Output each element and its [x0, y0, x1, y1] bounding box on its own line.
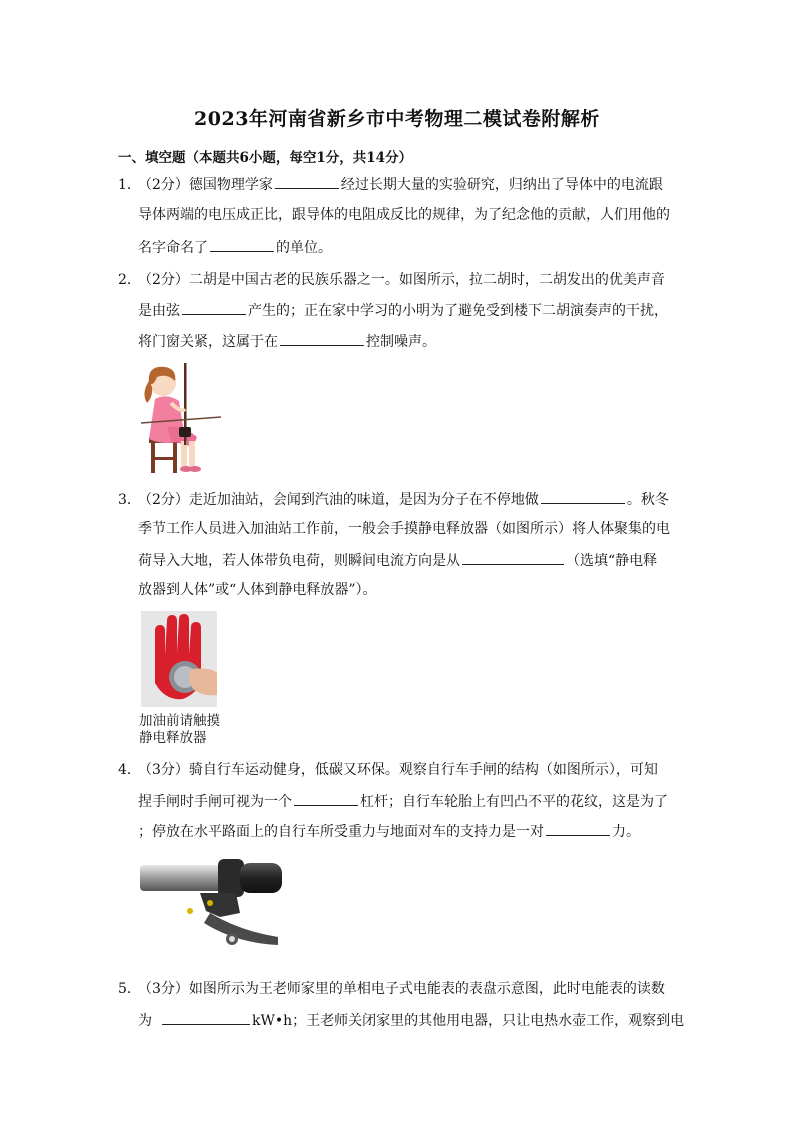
- answer-blank[interactable]: [210, 237, 274, 252]
- question-number: 2．: [118, 272, 141, 288]
- question-text: 杠杆；自行车轮胎上有凹凸不平的花纹，这是为了: [360, 794, 668, 810]
- question-text: 为: [138, 1013, 152, 1029]
- section-heading: 一、填空题（本题共6小题，每空1分，共14分）: [118, 150, 413, 166]
- question-5-line-2: [138, 1010, 684, 1031]
- answer-blank[interactable]: [162, 1010, 250, 1025]
- answer-blank[interactable]: [546, 821, 610, 836]
- question-4-line-1: [118, 760, 658, 780]
- question-text: kW•h；王老师关闭家里的其他用电器，只让电热水壶工作，观察到电: [252, 1013, 685, 1029]
- question-text: 将门窗关紧，这属于在: [138, 334, 278, 350]
- erhu-player-figure: [137, 357, 225, 477]
- question-number: 5．: [118, 981, 141, 997]
- question-2-line-3: [138, 331, 436, 352]
- answer-blank[interactable]: [182, 300, 246, 315]
- question-text: 。秋冬: [626, 492, 669, 508]
- answer-blank[interactable]: [275, 174, 339, 189]
- question-text: 产生的；正在家中学习的小明为了避免受到楼下二胡演奏声的干扰，: [248, 303, 668, 319]
- static-discharger-figure: [141, 611, 217, 707]
- answer-blank[interactable]: [294, 791, 358, 806]
- question-4-line-2: [138, 791, 668, 812]
- question-text: （3分）骑自行车运动健身，低碳又环保。观察自行车手闸的结构（如图所示），可知: [138, 762, 658, 778]
- question-3-line-4: 放器到人体”或“人体到静电释放器”）。: [138, 582, 377, 598]
- question-text: 力。: [612, 824, 640, 840]
- question-text: （选填“静电释: [566, 553, 658, 569]
- question-3-line-1: [118, 489, 669, 510]
- question-text: （2分）走近加油站，会闻到汽油的味道，是因为分子在不停地做: [138, 492, 539, 508]
- question-1-line-3: [138, 237, 332, 258]
- question-text: （2分）二胡是中国古老的民族乐器之一。如图所示，拉二胡时，二胡发出的优美声音: [138, 272, 665, 288]
- question-text: 名字命名了: [138, 240, 208, 256]
- question-text: （2分）德国物理学家: [138, 177, 273, 193]
- question-1-line-1: [118, 174, 663, 195]
- figure-caption-line-2: 静电释放器: [139, 730, 207, 746]
- question-5-line-1: [118, 979, 665, 999]
- question-number: 3．: [118, 492, 141, 508]
- question-text: 捏手闸时手闸可视为一个: [138, 794, 292, 810]
- question-3-line-2: 季节工作人员进入加油站工作前，一般会手摸静电释放器（如图所示）将人体聚集的电: [138, 521, 670, 537]
- question-3-line-3: [138, 550, 657, 571]
- answer-blank[interactable]: [280, 331, 364, 346]
- question-2-line-2: [138, 300, 668, 321]
- bicycle-brake-figure: [140, 853, 282, 953]
- question-text: 经过长期大量的实验研究，归纳出了导体中的电流跟: [340, 177, 663, 193]
- question-1-line-2: 导体两端的电压成正比，跟导体的电阻成反比的规律，为了纪念他的贡献，人们用他的: [138, 207, 670, 223]
- question-number: 4．: [118, 762, 141, 778]
- figure-caption-line-1: 加油前请触摸: [139, 713, 220, 729]
- question-text: ；停放在水平路面上的自行车所受重力与地面对车的支持力是一对: [138, 824, 544, 840]
- answer-blank[interactable]: [462, 550, 564, 565]
- question-2-line-1: [118, 270, 665, 290]
- question-text: 是由弦: [138, 303, 180, 319]
- question-text: 荷导入大地，若人体带负电荷，则瞬间电流方向是从: [138, 553, 460, 569]
- question-text: 的单位。: [276, 240, 332, 256]
- question-text: 控制噪声。: [366, 334, 436, 350]
- page-title: 2023年河南省新乡市中考物理二模试卷附解析: [194, 108, 600, 130]
- question-4-line-3: [138, 821, 640, 842]
- question-number: 1．: [118, 177, 141, 193]
- answer-blank[interactable]: [541, 489, 625, 504]
- question-text: （3分）如图所示为王老师家里的单相电子式电能表的表盘示意图，此时电能表的读数: [138, 981, 665, 997]
